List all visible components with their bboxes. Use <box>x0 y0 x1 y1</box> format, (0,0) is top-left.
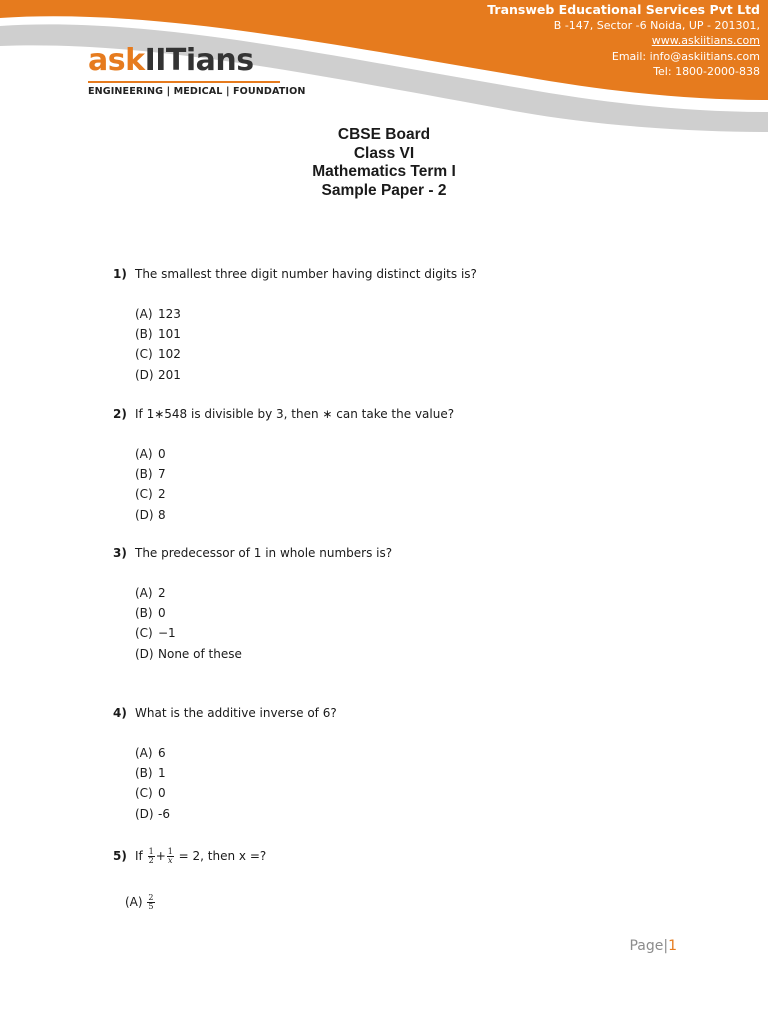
option-label: (D) <box>135 646 154 661</box>
question-text: The predecessor of 1 in whole numbers is? <box>135 546 393 560</box>
askiitians-logo <box>88 44 305 97</box>
fraction-numerator: 1 <box>167 847 173 856</box>
option-text: 102 <box>158 347 181 362</box>
question-text: What is the additive inverse of 6? <box>135 706 337 720</box>
title-paper: Sample Paper - 2 <box>321 181 447 199</box>
option-label: (C) <box>135 626 153 641</box>
option-text: 0 <box>158 606 166 621</box>
option-text: 7 <box>158 467 166 482</box>
title-board: CBSE Board <box>337 126 431 143</box>
option-a <box>135 583 242 603</box>
question-2-options <box>135 444 166 525</box>
logo-tagline: ENGINEERING | MEDICAL | FOUNDATION <box>88 86 306 97</box>
option-label: (D) <box>135 507 154 522</box>
option-b <box>135 324 181 344</box>
question-number: 5) <box>113 849 127 863</box>
question-number: 4) <box>113 706 127 720</box>
option-text: 2 <box>158 487 166 502</box>
question-text: The smallest three digit number having distinct digits is? <box>135 267 477 281</box>
question-text: If 1∗548 is divisible by 3, then ∗ can take the value? <box>135 407 455 421</box>
question-1-options <box>135 304 181 385</box>
option-text: 6 <box>158 746 166 760</box>
option-label: (C) <box>135 786 153 801</box>
company-email: Email: info@askiitians.com <box>611 49 760 63</box>
option-a <box>135 304 181 324</box>
option-label: (A) <box>135 307 153 321</box>
option-text: 123 <box>158 307 181 321</box>
fraction-one-half <box>148 848 155 865</box>
option-b <box>135 603 242 623</box>
page-label: Page <box>629 938 664 954</box>
company-name: Transweb Educational Services Pvt Ltd <box>487 2 760 17</box>
fraction-denominator: 2 <box>148 856 154 865</box>
company-address: B -147, Sector -6 Noida, UP - 201301, <box>553 18 760 32</box>
option-text: −1 <box>158 626 176 641</box>
option-label: (A) <box>135 447 153 461</box>
fraction-numerator: 1 <box>148 847 154 856</box>
fraction-two-fifths <box>147 894 154 911</box>
option-text: 8 <box>158 507 166 522</box>
fraction-denominator: x <box>168 856 173 865</box>
logo-underline <box>88 81 280 83</box>
option-d <box>135 804 170 824</box>
question-prefix: If <box>135 849 143 863</box>
question-1 <box>113 267 477 281</box>
option-text: -6 <box>158 806 170 821</box>
option-a <box>135 444 166 464</box>
page-number: 1 <box>668 938 677 954</box>
company-phone: Tel: 1800-2000-838 <box>653 65 760 78</box>
option-b <box>135 464 166 484</box>
title-class: Class VI <box>353 144 415 162</box>
question-3 <box>113 546 392 560</box>
option-label: (D) <box>135 367 154 382</box>
logo-iitians: IITians <box>144 43 254 78</box>
question-number: 1) <box>113 267 127 281</box>
option-text: None of these <box>158 646 242 661</box>
option-text: 0 <box>158 447 166 461</box>
option-text: 201 <box>158 367 181 382</box>
fraction-one-over-x <box>167 848 174 865</box>
option-c <box>135 484 166 504</box>
question-5-option-a <box>125 894 156 911</box>
question-number: 2) <box>113 407 127 421</box>
question-suffix: = 2, then x =? <box>178 849 267 863</box>
option-label: (B) <box>135 606 153 621</box>
option-label: (B) <box>135 327 153 342</box>
option-d <box>135 644 242 664</box>
question-2 <box>113 407 454 421</box>
paper-title <box>0 126 768 200</box>
question-4-options <box>135 743 170 824</box>
option-label: (C) <box>135 347 153 362</box>
plus-sign: + <box>155 849 166 863</box>
option-c <box>135 783 170 803</box>
logo-ask: ask <box>88 43 145 78</box>
option-text: 2 <box>158 586 166 600</box>
option-d <box>135 505 166 525</box>
option-label: (D) <box>135 806 154 821</box>
option-c <box>135 344 181 364</box>
fraction-denominator: 5 <box>148 902 154 911</box>
question-4 <box>113 706 337 720</box>
option-text: 0 <box>158 786 166 801</box>
question-number: 3) <box>113 546 127 560</box>
option-label: (B) <box>135 766 153 781</box>
option-d <box>135 365 181 385</box>
option-text: 101 <box>158 327 181 342</box>
option-label: (A) <box>125 895 143 909</box>
option-label: (A) <box>135 586 153 600</box>
option-label: (C) <box>135 487 153 502</box>
page-footer <box>629 938 677 954</box>
company-website-link[interactable]: www.askiitians.com <box>651 34 760 47</box>
option-label: (A) <box>135 746 153 760</box>
title-subject: Mathematics Term I <box>312 163 456 180</box>
option-a <box>135 743 170 763</box>
page-separator: | <box>663 938 669 954</box>
option-label: (B) <box>135 467 153 482</box>
question-5 <box>113 848 266 865</box>
logo-wordmark <box>88 44 305 78</box>
question-3-options <box>135 583 242 664</box>
fraction-numerator: 2 <box>148 893 154 902</box>
company-contact-block <box>487 2 760 80</box>
option-c <box>135 623 242 643</box>
option-text: 1 <box>158 766 166 781</box>
option-b <box>135 763 170 783</box>
